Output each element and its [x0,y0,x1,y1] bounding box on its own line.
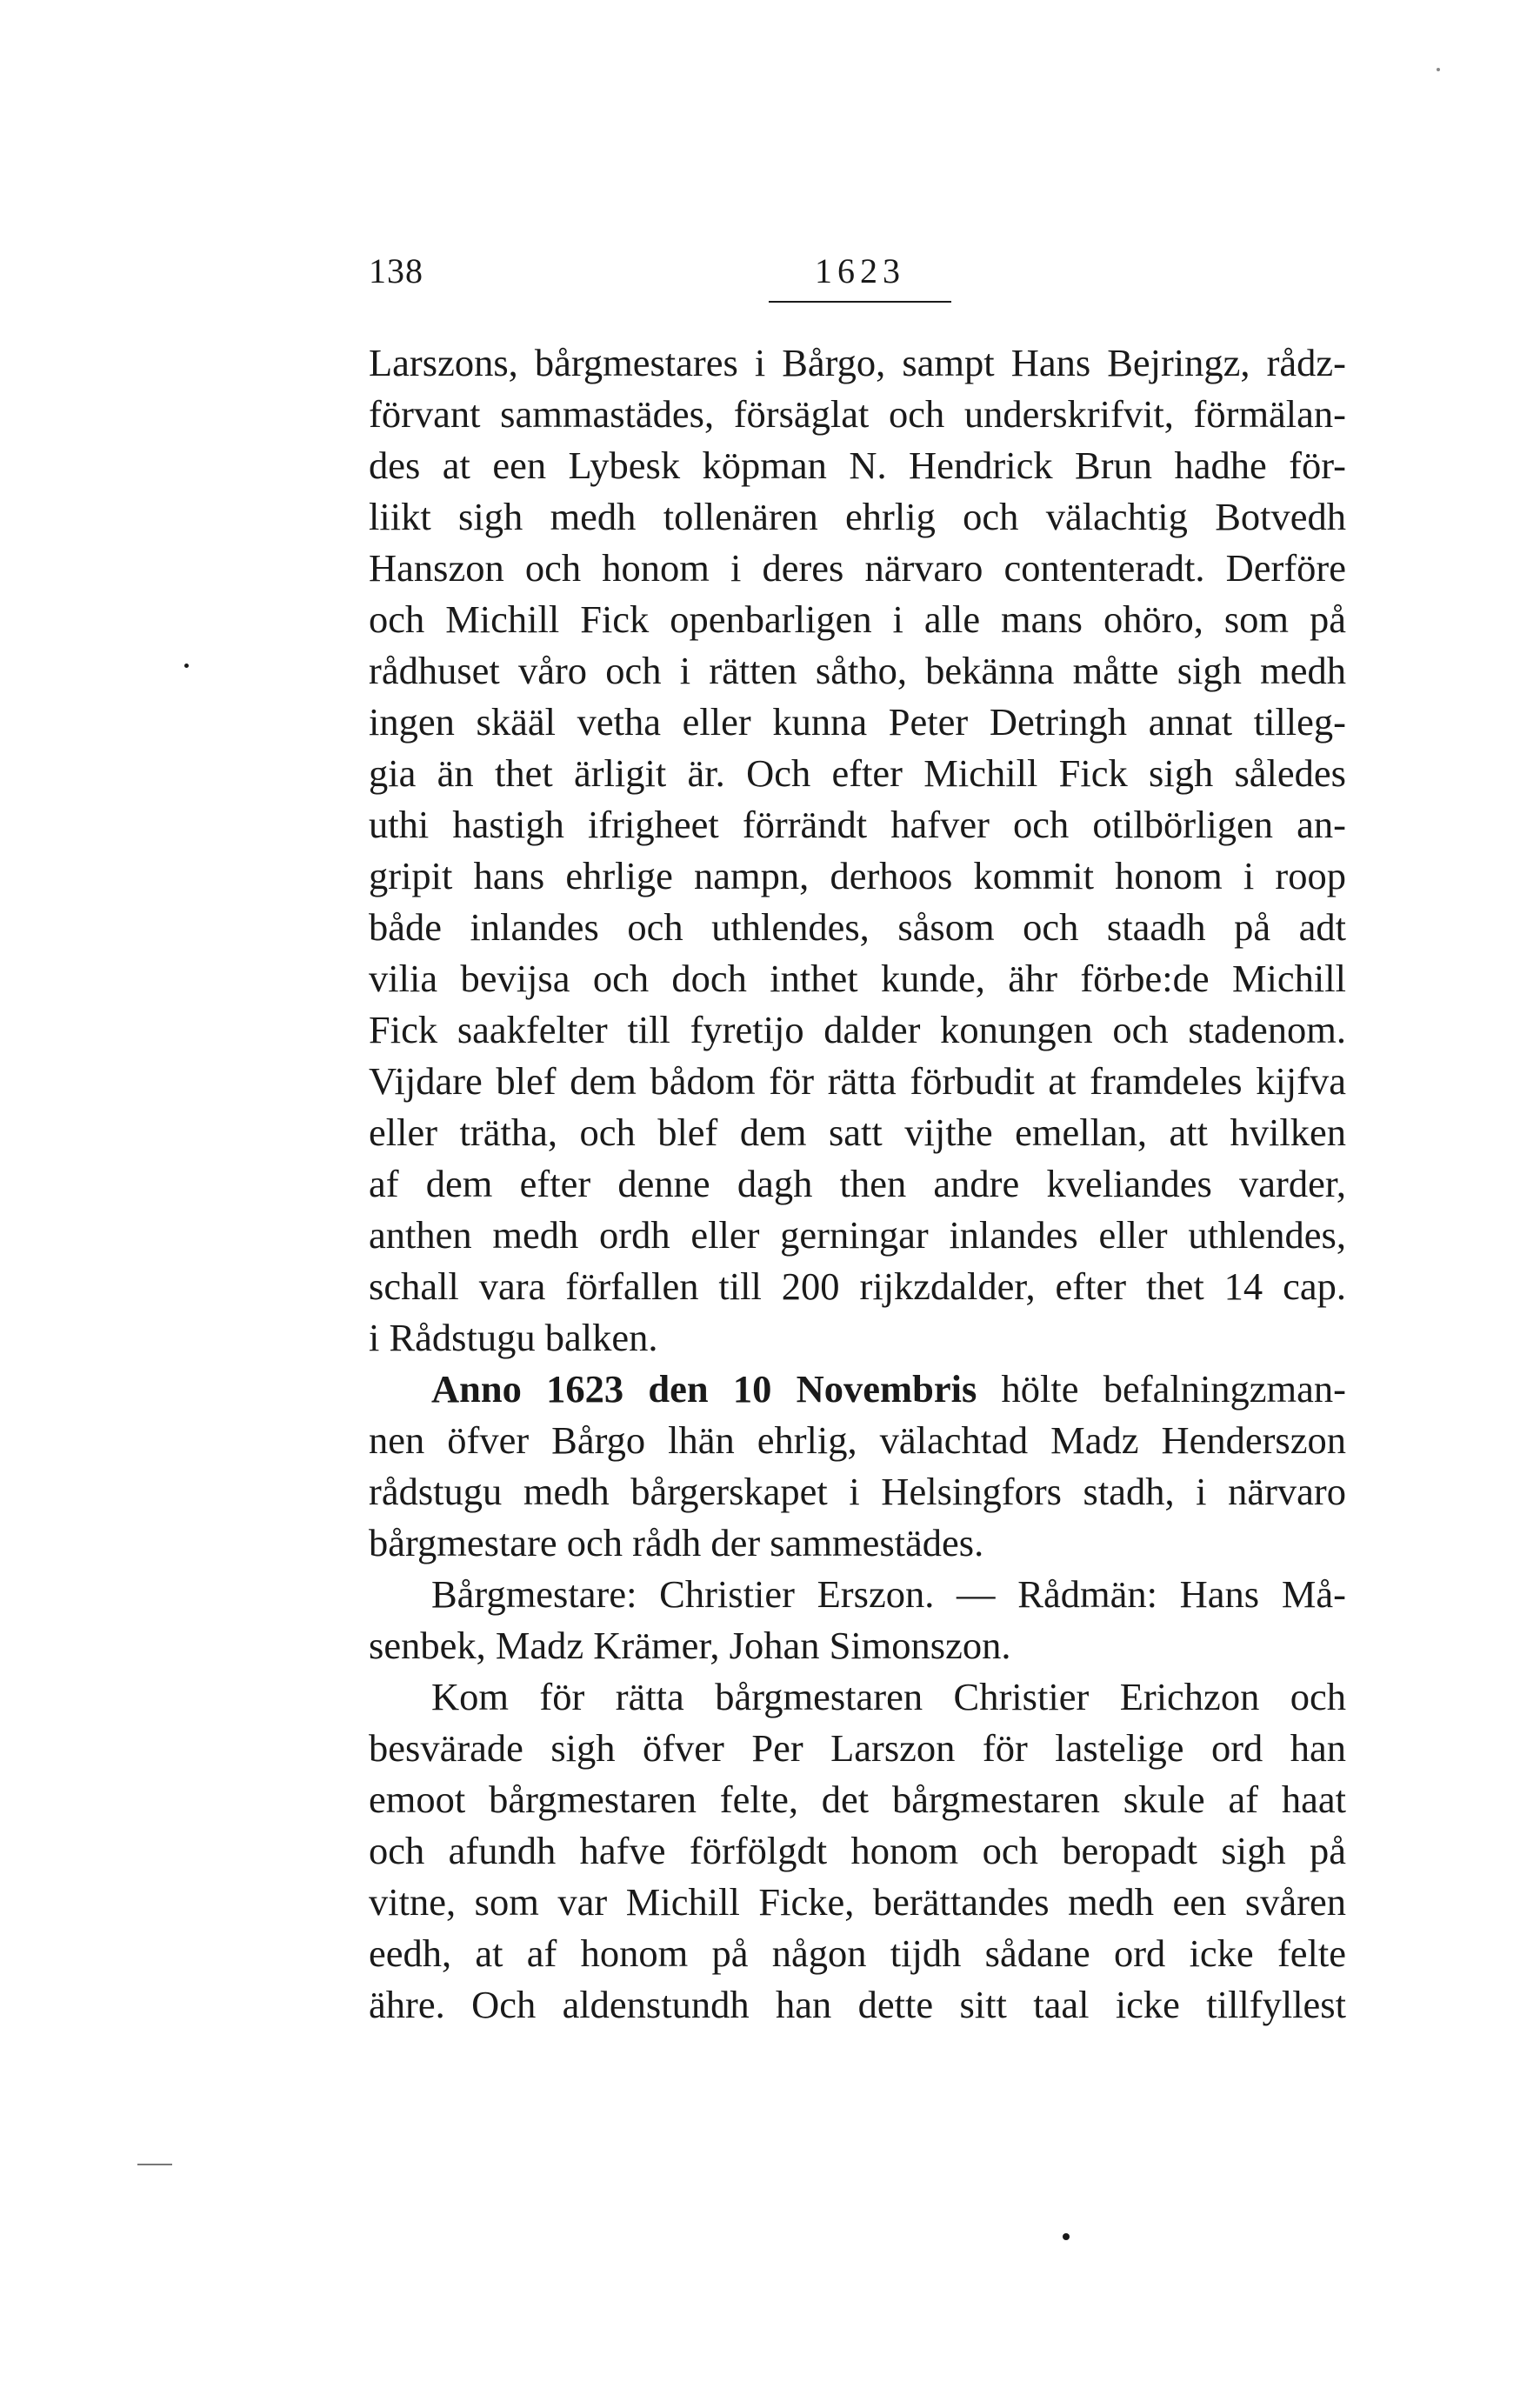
text-line: förvant sammastädes, försäglat och underskrifvit, förmälan- [369,392,1346,436]
text-line: uthi hastigh ifrigheet förrändt hafver och otilbörligen an- [369,803,1346,846]
text-line: Vijdare blef dem bådom för rätta förbudit at framdeles kijfva [369,1059,1346,1103]
text-line: ingen skääl vetha eller kunna Peter Detringh annat tilleg- [369,700,1346,744]
body-text [369,337,1346,2031]
scan-speck [184,664,189,668]
text-line: och afundh hafve förfölgdt honom och beropadt sigh på [369,1829,1346,1872]
scan-speck [1063,2233,1070,2240]
text-line: Larszons, bårgmestares i Bårgo, sampt Hans Bejringz, rådz- [369,341,1346,384]
text-line: besvärade sigh öfver Per Larszon för lastelige ord han [369,1726,1346,1770]
text-line: eller trätha, och blef dem satt vijthe emellan, att hvilken [369,1111,1346,1154]
paragraph-3 [369,1569,1346,1671]
text-line: ähre. Och aldenstundh han dette sitt taal icke tillfyllest [369,1983,1346,2026]
text-line: gia än thet ärligit är. Och efter Michill Fick sigh således [369,751,1346,795]
text-line: i Rådstugu balken. [369,1316,658,1359]
text-line: Kom för rätta bårgmestaren Christier Erichzon och [431,1675,1346,1718]
running-head-year: 1623 [815,251,905,290]
text-line-rest: hölte befalningzman- [977,1367,1346,1411]
text-line: nen öfver Bårgo lhän ehrlig, välachtad Madz Henderszon [369,1418,1346,1462]
text-line: senbek, Madz Krämer, Johan Simonszon. [369,1624,1011,1667]
text-line-with-lead [369,1364,1346,1415]
margin-mark [137,2164,172,2165]
text-line: Bårgmestare: Christier Erszon. — Rådmän: Hans Må- [431,1572,1346,1616]
text-line: af dem efter denne dagh then andre kveliandes varder, [369,1162,1346,1205]
page-number: 138 [369,251,423,290]
text-line: rådhuset våro och i rätten såtho, bekänna måtte sigh medh [369,649,1346,692]
text-line: vilia bevijsa och doch inthet kunde, ähr förbe:de Michill [369,957,1346,1000]
page-header [369,251,1360,306]
text-line: bårgmestare och rådh der sammestädes. [369,1521,984,1564]
paragraph-2 [369,1364,1346,1569]
text-line: vitne, som var Michill Ficke, berättandes medh een svåren [369,1880,1346,1924]
text-line: både inlandes och uthlendes, såsom och staadh på adt [369,905,1346,949]
text-line: och Michill Fick openbarligen i alle mans ohöro, som på [369,597,1346,641]
text-line: des at een Lybesk köpman N. Hendrick Brun hadhe för- [369,444,1346,487]
text-line: liikt sigh medh tollenären ehrlig och välachtig Botvedh [369,495,1346,538]
entry-date-heading: Anno 1623 den 10 Novembris [431,1367,977,1411]
text-line: Fick saakfelter till fyretijo dalder konungen och stadenom. [369,1008,1346,1051]
paragraph-1 [369,337,1346,1364]
scan-speck [1437,68,1440,71]
text-line: gripit hans ehrlige nampn, derhoos kommit honom i roop [369,854,1346,897]
text-line: emoot bårgmestaren felte, det bårgmestaren skule af haat [369,1778,1346,1821]
text-line: anthen medh ordh eller gerningar inlandes eller uthlendes, [369,1213,1346,1257]
text-line: rådstugu medh bårgerskapet i Helsingfors stadh, i närvaro [369,1470,1346,1513]
year-underline [769,301,951,303]
text-line: Hanszon och honom i deres närvaro contenteradt. Derföre [369,546,1346,590]
paragraph-4 [369,1671,1346,2031]
text-line: eedh, at af honom på någon tijdh sådane ord icke felte [369,1931,1346,1975]
text-line: schall vara förfallen till 200 rijkzdalder, efter thet 14 cap. [369,1264,1346,1308]
